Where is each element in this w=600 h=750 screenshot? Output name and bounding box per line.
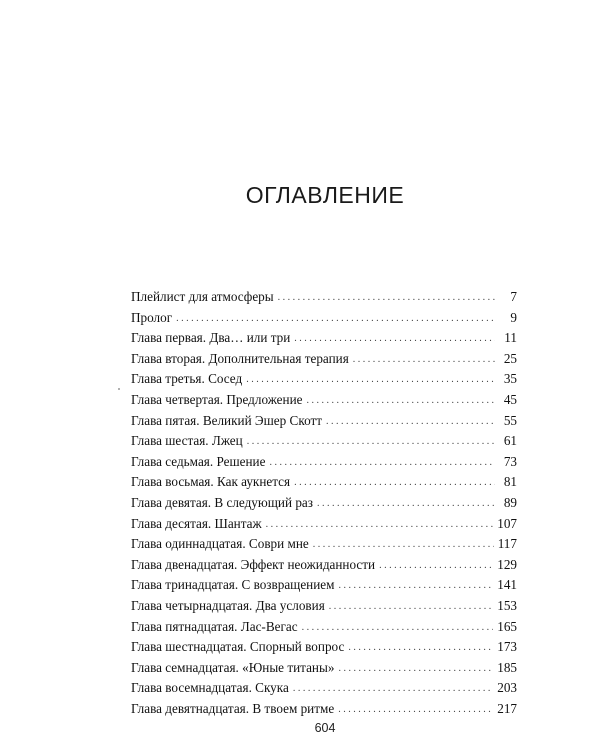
toc-entry	[131, 514, 517, 535]
toc-entry-title: Глава четырнадцатая. Два условия	[131, 597, 325, 613]
toc-entry-page: 153	[497, 597, 517, 613]
toc-entry	[131, 617, 517, 638]
dot-leader	[338, 700, 493, 721]
dot-leader	[294, 473, 495, 494]
toc-entry-page: 55	[503, 412, 517, 428]
dot-leader	[338, 659, 493, 680]
toc-entry-title: Глава шестая. Лжец	[131, 433, 243, 449]
dot-leader	[293, 679, 493, 700]
toc-entry	[131, 431, 517, 452]
dot-leader	[353, 350, 495, 371]
toc-entry	[131, 452, 517, 473]
toc-entry-title: Глава вторая. Дополнительная терапия	[131, 350, 349, 366]
toc-entry-page: 217	[497, 700, 517, 716]
toc-entry	[131, 411, 517, 432]
toc-entry-page: 89	[503, 494, 517, 510]
toc-entry	[131, 699, 517, 720]
toc-entry-title: Глава девятая. В следующий раз	[131, 494, 313, 510]
toc-entry-title: Глава шестнадцатая. Спорный вопрос	[131, 639, 345, 655]
toc-entry-title: Глава пятнадцатая. Лас-Вегас	[131, 618, 298, 634]
page-title: ОГЛАВЛЕНИЕ	[245, 182, 405, 208]
toc-entry-title: Плейлист для атмосферы	[131, 289, 274, 304]
toc-entry-title: Глава восемнадцатая. Скука	[131, 680, 289, 696]
toc-entry	[131, 555, 517, 576]
toc-entry	[131, 637, 517, 658]
toc-entry-page: 129	[497, 556, 517, 572]
toc-entry-title: Глава тринадцатая. С возвращением	[131, 577, 335, 593]
toc-entry-page: 61	[503, 433, 517, 449]
toc-entry-page: 81	[503, 474, 517, 490]
paper-speck	[118, 388, 120, 390]
toc-entry	[131, 493, 517, 514]
dot-leader	[302, 618, 494, 639]
toc-entry	[131, 472, 517, 493]
toc-entry	[131, 287, 517, 308]
toc-entry	[131, 308, 517, 329]
dot-leader	[329, 597, 493, 618]
table-of-contents	[131, 287, 517, 719]
page-number: 604	[314, 721, 336, 735]
toc-entry-page: 203	[497, 680, 517, 696]
toc-entry-page: 9	[510, 309, 517, 325]
toc-entry-title: Глава двенадцатая. Эффект неожиданности	[131, 556, 376, 572]
dot-leader	[317, 494, 495, 515]
dot-leader	[278, 288, 495, 309]
toc-entry-page: 185	[497, 659, 517, 675]
toc-entry-page: 173	[497, 639, 517, 655]
dot-leader	[326, 412, 495, 433]
dot-leader	[266, 515, 494, 536]
toc-entry-page: 73	[503, 453, 517, 469]
toc-entry	[131, 658, 517, 679]
toc-entry	[131, 678, 517, 699]
toc-entry-title: Глава первая. Два… или три	[131, 330, 291, 346]
dot-leader	[247, 432, 495, 453]
toc-entry	[131, 369, 517, 390]
toc-entry-title: Глава третья. Сосед	[131, 371, 243, 387]
toc-entry	[131, 575, 517, 596]
toc-entry	[131, 390, 517, 411]
dot-leader	[348, 638, 493, 659]
dot-leader	[313, 535, 494, 556]
toc-entry-title: Глава восьмая. Как аукнется	[131, 474, 291, 490]
toc-entry-title: Глава девятнадцатая. В твоем ритме	[131, 700, 335, 716]
toc-entry-page: 11	[504, 330, 517, 346]
toc-entry-title: Глава десятая. Шантаж	[131, 515, 262, 531]
toc-entry-page: 7	[510, 289, 517, 304]
dot-leader	[176, 309, 495, 330]
toc-entry-page: 117	[497, 536, 517, 552]
toc-entry	[131, 596, 517, 617]
dot-leader	[294, 329, 495, 350]
toc-entry	[131, 328, 517, 349]
toc-entry-page: 165	[497, 618, 517, 634]
dot-leader	[379, 556, 493, 577]
dot-leader	[246, 370, 495, 391]
dot-leader	[339, 576, 494, 597]
toc-entry-title: Глава седьмая. Решение	[131, 453, 266, 469]
toc-entry-page: 35	[503, 371, 517, 387]
toc-entry-page: 25	[503, 350, 517, 366]
toc-entry-title: Глава четвертая. Предложение	[131, 391, 303, 407]
toc-entry-title: Глава семнадцатая. «Юные титаны»	[131, 659, 335, 675]
toc-entry-page: 141	[497, 577, 517, 593]
toc-entry-page: 107	[497, 515, 517, 531]
dot-leader	[269, 453, 495, 474]
toc-entry-title: Пролог	[131, 309, 173, 325]
toc-entry	[131, 349, 517, 370]
dot-leader	[307, 391, 496, 412]
toc-entry-page: 45	[503, 391, 517, 407]
toc-entry	[131, 534, 517, 555]
toc-entry-title: Глава пятая. Великий Эшер Скотт	[131, 412, 323, 428]
toc-entry-title: Глава одиннадцатая. Соври мне	[131, 536, 309, 552]
